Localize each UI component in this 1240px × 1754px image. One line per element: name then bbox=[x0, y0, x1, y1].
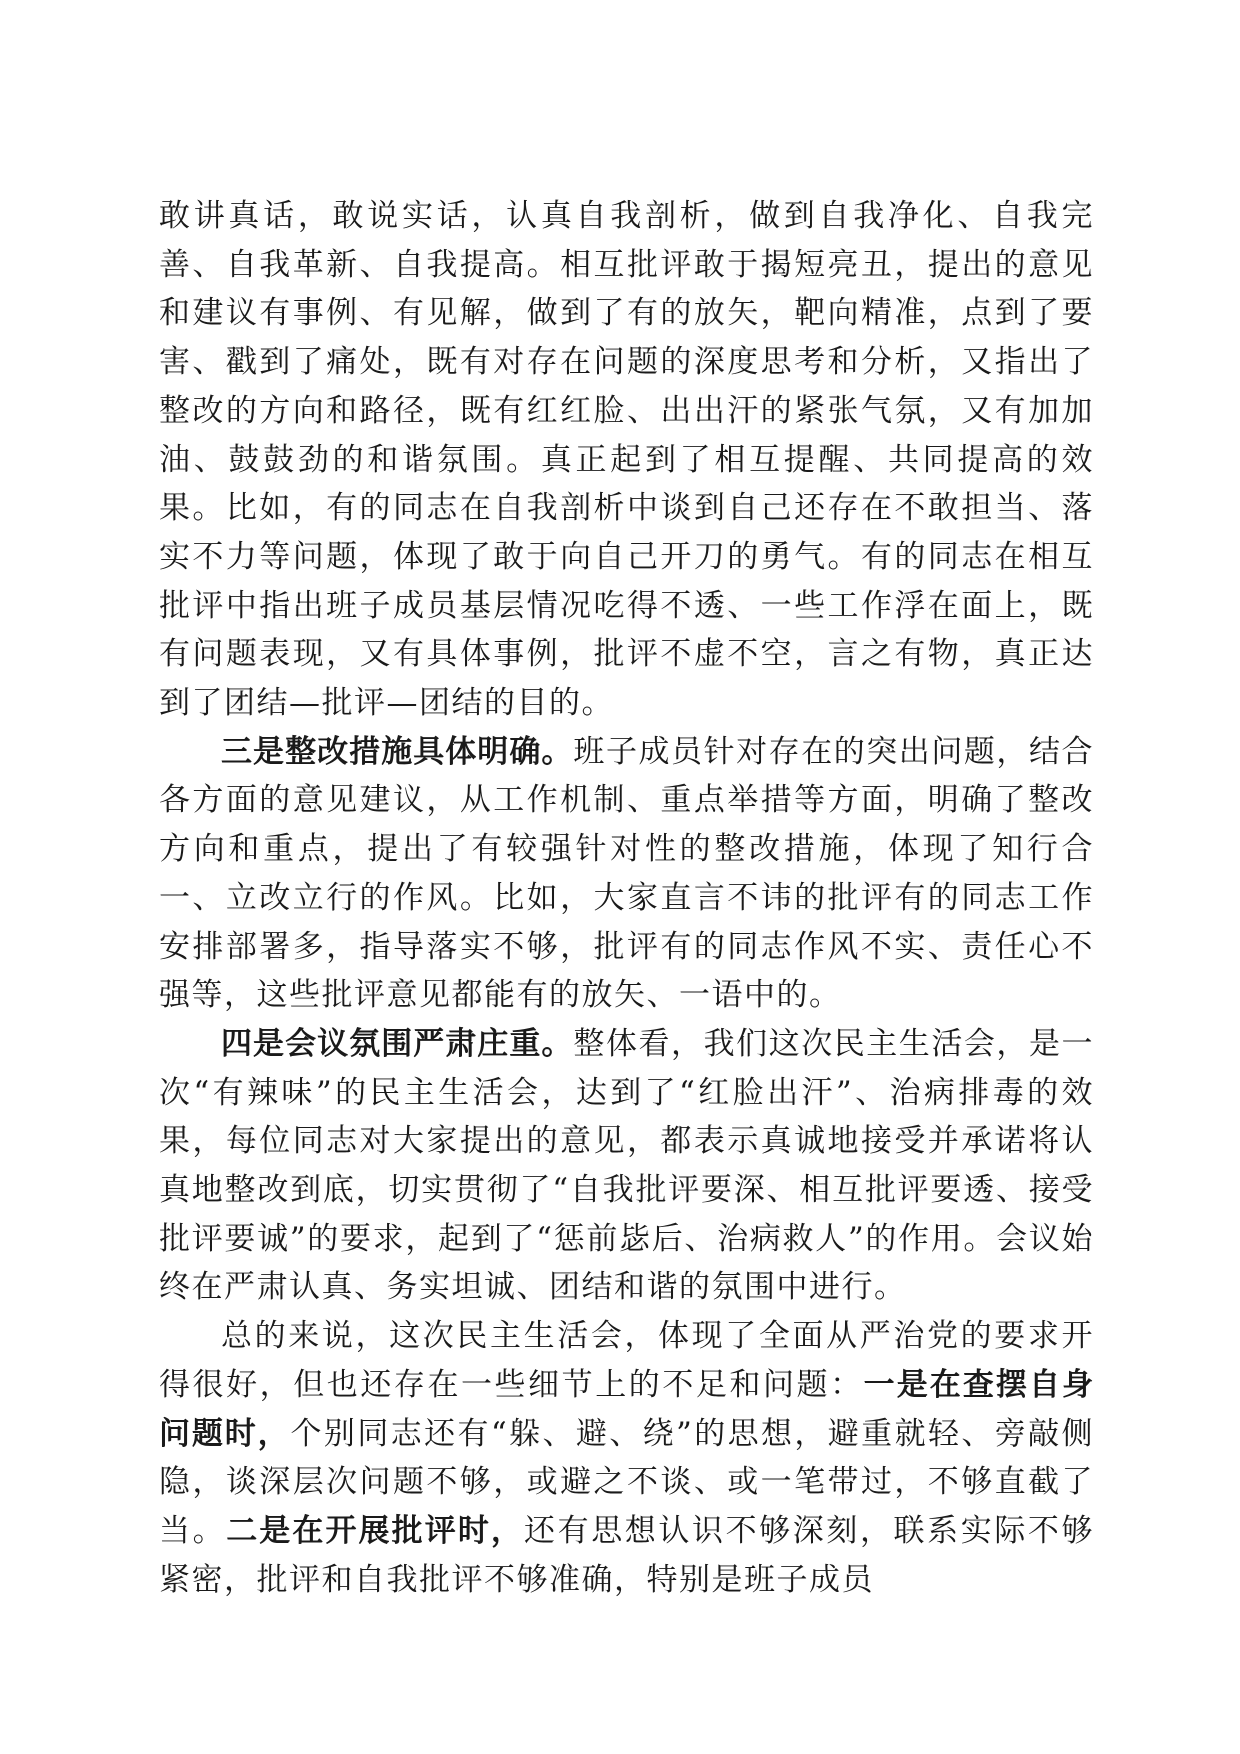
paragraph-text: 总的来说，这次民主生活会，体现了全面从严治党的要求开得很好，但也还存在一些细节上的不足和问题： bbox=[159, 1318, 1094, 1403]
paragraph-continuation bbox=[159, 192, 1094, 728]
paragraph-meeting-atmosphere bbox=[159, 1020, 1094, 1312]
paragraph-heading: 四是会议氛围严肃庄重。 bbox=[221, 1025, 574, 1062]
document-body bbox=[159, 192, 1094, 1604]
paragraph-summary bbox=[159, 1312, 1094, 1604]
paragraph-text: 整体看，我们这次民主生活会，是一次“有辣味”的民主生活会，达到了“红脸出汗”、治病排毒的效果，每位同志对大家提出的意见，都表示真诚地接受并承诺将认真地整改到底，切实贯彻了“自我批评要深、相互批评要透、接受批评要诚”的要求，起到了“惩前毖后、治病救人”的作用。会议始终在严肃认真、务实坦诚、团结和谐的氛围中进行。 bbox=[159, 1025, 1094, 1306]
paragraph-text: 敢讲真话，敢说实话，认真自我剖析，做到自我净化、自我完善、自我革新、自我提高。相互批评敢于揭短亮丑，提出的意见和建议有事例、有见解，做到了有的放矢，靶向精准，点到了要害、戳到了痛处，既有对存在问题的深度思考和分析，又指出了整改的方向和路径，既有红红脸、出出汗的紧张气氛，又有加加油、鼓鼓劲的和谐氛围。真正起到了相互提醒、共同提高的效果。比如，有的同志在自我剖析中谈到自己还存在不敢担当、落实不力等问题，体现了敢于向自己开刀的勇气。有的同志在相互批评中指出班子成员基层情况吃得不透、一些工作浮在面上，既有问题表现，又有具体事例，批评不虚不空，言之有物，真正达到了团结—批评—团结的目的。 bbox=[159, 198, 1094, 722]
paragraph-text: 班子成员针对存在的突出问题，结合各方面的意见建议，从工作机制、重点举措等方面，明确了整改方向和重点，提出了有较强针对性的整改措施，体现了知行合一、立改立行的作风。比如，大家直言不讳的批评有的同志工作安排部署多，指导落实不够，批评有的同志作风不实、责任心不强等，这些批评意见都能有的放矢、一语中的。 bbox=[159, 733, 1094, 1014]
paragraph-text: 个别同志还有“躲、避、绕”的思想，避重就轻、旁敲侧隐，谈深层次问题不够，或避之不谈、或一笔带过，不够直截了当。 bbox=[159, 1415, 1094, 1549]
paragraph-point-heading: 二是在开展批评时， bbox=[226, 1512, 525, 1549]
paragraph-text: 还有思想认识不够深刻，联系实际不够紧密，批评和自我批评不够准确，特别是班子成员 bbox=[159, 1512, 1095, 1598]
paragraph-rectification-measures bbox=[159, 728, 1094, 1020]
paragraph-heading: 三是整改措施具体明确。 bbox=[221, 733, 574, 770]
paragraph-point-heading: 一是在查摆自身问题时， bbox=[159, 1366, 1095, 1452]
